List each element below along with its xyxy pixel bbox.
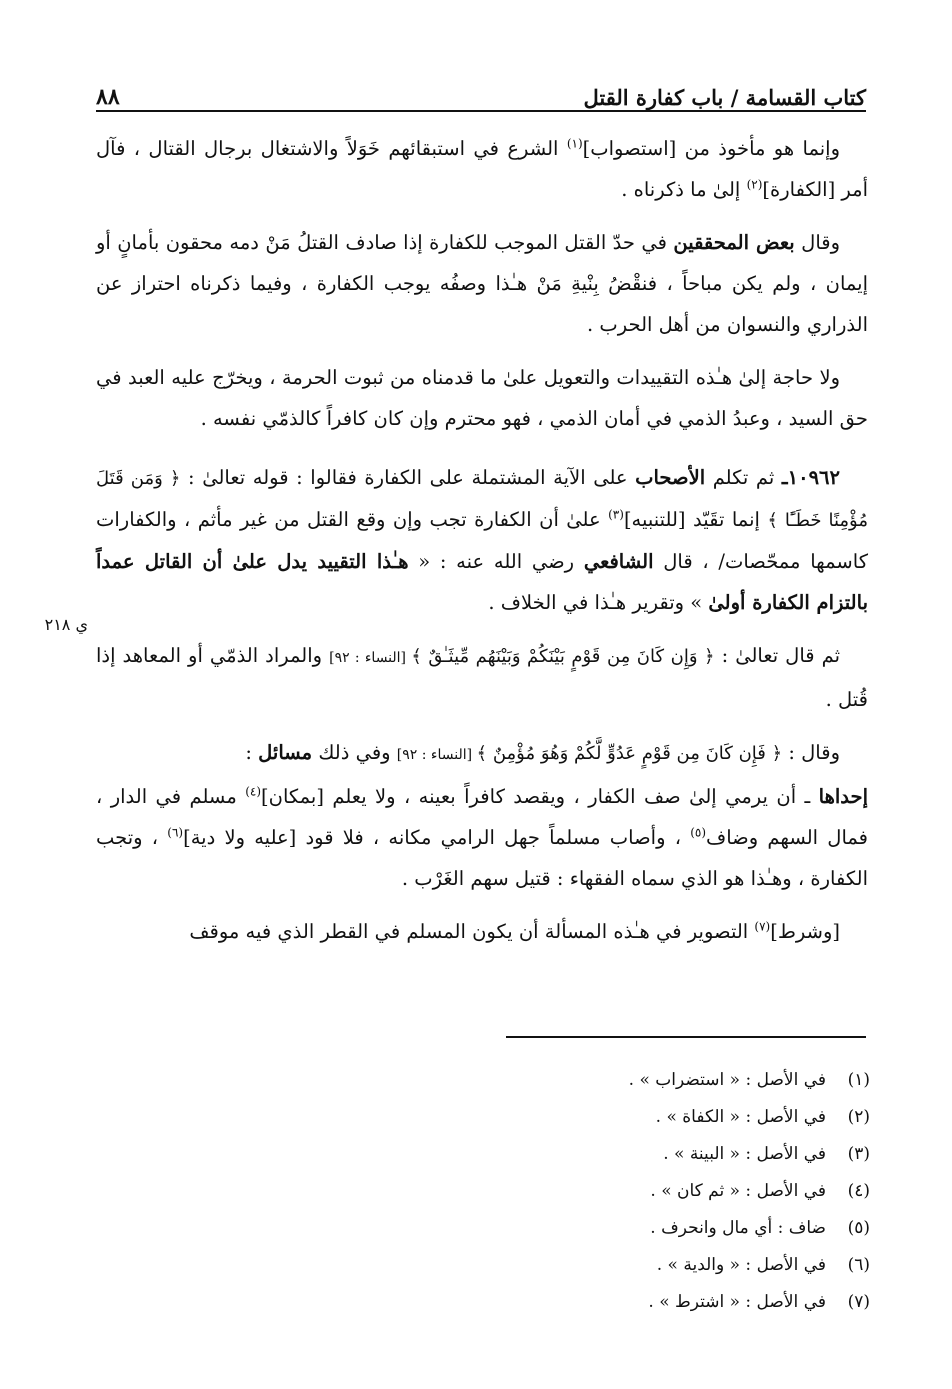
footnote-text: في الأصل : « البينة » . — [663, 1144, 826, 1164]
footnote-item — [350, 1099, 870, 1136]
bold-term: الأصحاب — [635, 466, 706, 489]
footnote-ref-1[interactable]: (١) — [566, 136, 583, 151]
text-run: على الآية المشتملة على الكفارة فقالوا : قوله تعالىٰ : — [180, 466, 636, 489]
text-run: مسلم في الدار ، فمال السهم وضاف — [96, 785, 868, 849]
footnote-ref-6[interactable]: (٦) — [167, 825, 184, 840]
bold-quote: هـٰذا التقييد يدل علىٰ أن القاتل عمداً بالتزام الكفارة أولىٰ — [96, 550, 868, 614]
quran-verse: ﴿ وَإِن كَانَ مِن قَوْمٍ بَيْنَكُمْ وَبَيْنَهُم مِّيثَـٰقٌ ﴾ — [411, 646, 715, 667]
text-run: : — [245, 741, 259, 764]
header-rule — [96, 110, 866, 112]
bold-term: مسائل — [258, 741, 313, 764]
paragraph-6 — [96, 732, 868, 776]
footnote-ref-4[interactable]: (٤) — [245, 784, 262, 799]
footnote-number: (٥) — [847, 1218, 870, 1238]
footnote-number: (٢) — [847, 1107, 870, 1127]
text-run: علىٰ أن الكفارة تجب وإن وقع القتل من غير مأثم ، والكفارات كاسمها ممحّصات/ ، قال — [96, 508, 868, 573]
footnote-ref-5[interactable]: (٥) — [690, 825, 707, 840]
text-run: ، وأصاب مسلماً جهل الرامي مكانه ، فلا قود [عليه ولا دية] — [183, 826, 691, 849]
bold-term: إحداها — [818, 785, 869, 808]
quran-verse: ﴿ فَإِن كَانَ مِن قَوْمٍ عَدُوٍّ لَّكُمْ وَهُوَ مُؤْمِنٌ ﴾ — [476, 743, 783, 764]
footnote-ref-7[interactable]: (٧) — [754, 919, 771, 934]
text-run: في حدّ القتل الموجب للكفارة إذا صادف القتلُ مَنْ دمه محقون بأمانٍ أو إيمان ، ولم يكن مباحاً ، فنقْضُ بِنْيةِ مَنْ هـٰذا وصفُه يوجب الكفارة ، وفيما ذكرناه احتراز عن الذراري والنسوان من أهل الحرب . — [96, 231, 868, 336]
quran-verse: ﴿ وَمَن قَتَلَ مُؤْمِنًا خَطَـًٔا ﴾ — [96, 468, 868, 531]
footnote-text: في الأصل : « والدية » . — [656, 1255, 826, 1275]
text-run: ـ أن يرمي إلىٰ صف الكفار ، ويقصد كافراً بعينه ، ولا يعلم [بمكان] — [261, 785, 819, 808]
bold-term: الشافعي — [583, 550, 654, 573]
footnote-number: (٣) — [847, 1144, 870, 1164]
footnote-item — [350, 1173, 870, 1210]
footnote-separator — [506, 1036, 866, 1038]
footnote-number: (٤) — [847, 1181, 870, 1201]
footnote-item — [350, 1210, 870, 1247]
footnote-item — [350, 1284, 870, 1321]
paragraph-3: ولا حاجة إلىٰ هـٰذه التقييدات والتعويل علىٰ ما قدمناه من ثبوت الحرمة ، ويخرّج عليه العبد في حق السيد ، وعبدُ الذمي في أمان الذمي ، فهو محترم وإن كان كافراً كالذمّي نفسه . — [96, 366, 868, 430]
text-run: وقال — [794, 231, 840, 254]
text-run: التصوير في هـٰذه المسألة أن يكون المسلم في القطر الذي فيه موقف — [189, 920, 755, 943]
paragraph-8 — [96, 911, 868, 952]
page-number: ٨٨ — [96, 84, 130, 110]
main-text — [96, 128, 868, 952]
verse-reference: [النساء : ٩٢] — [396, 747, 477, 763]
footnote-text: في الأصل : « ثم كان » . — [650, 1181, 826, 1201]
section-number: ١٠٩٦٢ـ — [781, 466, 840, 489]
footnote-number: (١) — [847, 1070, 870, 1090]
footnote-number: (٦) — [847, 1255, 870, 1275]
footnote-item — [350, 1136, 870, 1173]
footnote-ref-3[interactable]: (٣) — [608, 507, 624, 522]
paragraph-5 — [96, 635, 868, 720]
footnotes-list — [350, 1062, 870, 1321]
text-run: رضي الله عنه : « — [408, 550, 584, 573]
footnote-item — [350, 1247, 870, 1284]
footnote-text: في الأصل : « استضراب » . — [628, 1070, 826, 1090]
running-title: كتاب القسامة / باب كفارة القتل — [574, 85, 867, 110]
running-header — [96, 84, 866, 120]
text-run: الشرع في استبقائهم خَوَلاً والاشتغال برجال القتال ، فآل أمر [الكفارة] — [96, 137, 868, 201]
text-run: ثم قال تعالىٰ : — [714, 644, 841, 667]
paragraph-7 — [96, 776, 868, 899]
footnote-number: (٧) — [847, 1292, 870, 1312]
paragraph-1 — [96, 128, 868, 210]
footnote-item — [350, 1062, 870, 1099]
text-run: وفي ذلك — [312, 741, 397, 764]
footnote-text: في الأصل : « الكفاة » . — [655, 1107, 826, 1127]
bold-term: بعض المحققين — [673, 231, 795, 254]
text-run: وقال : — [782, 741, 840, 764]
text-run: إلىٰ ما ذكرناه . — [621, 178, 747, 201]
text-run: وإنما هو مأخوذ من [استصواب] — [582, 137, 840, 160]
footnote-ref-2[interactable]: (٢) — [746, 177, 763, 192]
text-run: ثم تكلم — [705, 466, 782, 489]
text-run: إنما تقَيّد [للتنبيه] — [623, 508, 768, 531]
text-run: والمراد الذمّي أو المعاهد إذا قُتل . — [96, 644, 868, 711]
text-run: » وتقرير هـٰذا في الخلاف . — [488, 591, 709, 614]
footnote-text: ضاف : أي مال وانحرف . — [650, 1218, 826, 1238]
paragraph-4 — [96, 457, 868, 623]
verse-reference: [النساء : ٩٢] — [329, 650, 412, 666]
paragraph-2 — [96, 222, 868, 345]
text-run: ، وتجب الكفارة ، وهـٰذا هو الذي سماه الفقهاء : قتيل سهم الغَرْب . — [96, 826, 868, 890]
footnote-text: في الأصل : « اشترط » . — [648, 1292, 826, 1312]
text-run: [وشرط] — [770, 920, 840, 943]
margin-folio-note: ي ٢١٨ — [44, 615, 88, 634]
